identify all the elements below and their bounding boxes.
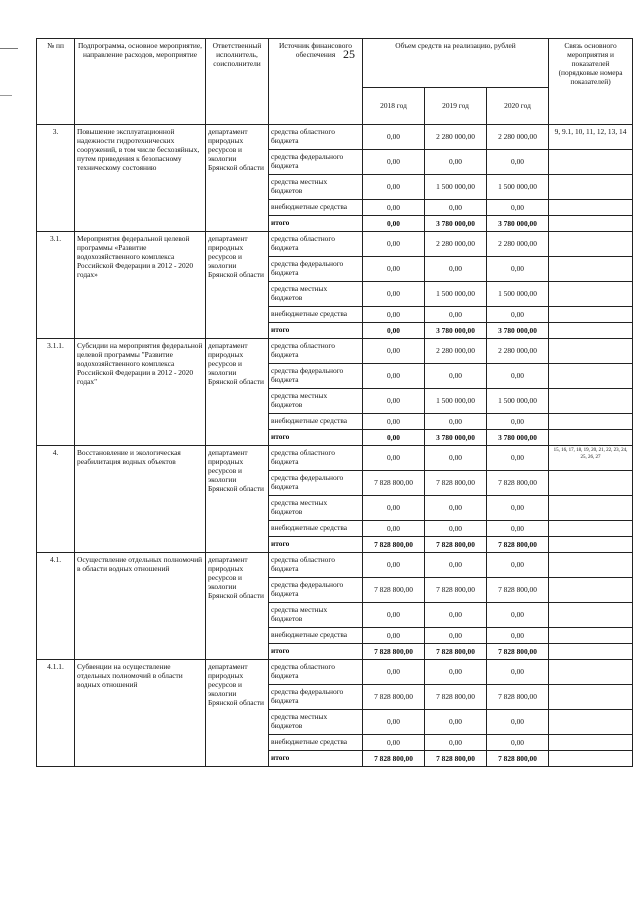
amount-2018: 0,00	[363, 735, 425, 751]
indicator-links	[549, 660, 633, 685]
table-row	[37, 339, 633, 364]
indicator-links	[549, 628, 633, 644]
funding-source: внебюджетные средства	[269, 521, 363, 537]
amount-2019: 0,00	[425, 496, 487, 521]
funding-source: средства федерального бюджета	[269, 257, 363, 282]
funding-source: средства местных бюджетов	[269, 496, 363, 521]
amount-2020: 2 280 000,00	[487, 125, 549, 150]
indicator-links	[549, 471, 633, 496]
row-number: 4.	[37, 446, 75, 553]
indicator-links	[549, 389, 633, 414]
funding-source: средства местных бюджетов	[269, 175, 363, 200]
amount-2018: 0,00	[363, 364, 425, 389]
amount-2020: 7 828 800,00	[487, 578, 549, 603]
amount-2018: 0,00	[363, 521, 425, 537]
header-source: Источник финансового обеспечения	[269, 39, 363, 125]
funding-source: итого	[269, 430, 363, 446]
amount-2020: 2 280 000,00	[487, 232, 549, 257]
scan-edge-mark	[0, 48, 18, 49]
amount-2019: 3 780 000,00	[425, 323, 487, 339]
amount-2020: 7 828 800,00	[487, 685, 549, 710]
funding-source: внебюджетные средства	[269, 735, 363, 751]
table-row	[37, 553, 633, 578]
funding-source: средства федерального бюджета	[269, 471, 363, 496]
indicator-links	[549, 603, 633, 628]
amount-2020: 1 500 000,00	[487, 175, 549, 200]
funding-source: средства областного бюджета	[269, 553, 363, 578]
indicator-links	[549, 414, 633, 430]
amount-2020: 0,00	[487, 257, 549, 282]
amount-2019: 7 828 800,00	[425, 471, 487, 496]
funding-source: средства местных бюджетов	[269, 389, 363, 414]
amount-2019: 0,00	[425, 364, 487, 389]
table-row	[37, 660, 633, 685]
amount-2019: 0,00	[425, 446, 487, 471]
amount-2018: 0,00	[363, 339, 425, 364]
amount-2018: 0,00	[363, 175, 425, 200]
indicator-links	[549, 257, 633, 282]
indicator-links	[549, 307, 633, 323]
header-year-2020: 2020 год	[487, 88, 549, 125]
header-num: № пп	[37, 39, 75, 125]
indicator-links	[549, 175, 633, 200]
amount-2020: 0,00	[487, 603, 549, 628]
funding-source: средства областного бюджета	[269, 125, 363, 150]
amount-2020: 7 828 800,00	[487, 537, 549, 553]
amount-2020: 0,00	[487, 414, 549, 430]
table-row	[37, 232, 633, 257]
funding-source: средства местных бюджетов	[269, 282, 363, 307]
indicator-links	[549, 430, 633, 446]
indicator-links	[549, 496, 633, 521]
amount-2019: 3 780 000,00	[425, 216, 487, 232]
amount-2018: 0,00	[363, 216, 425, 232]
row-number: 4.1.	[37, 553, 75, 660]
amount-2018: 7 828 800,00	[363, 578, 425, 603]
amount-2020: 0,00	[487, 150, 549, 175]
amount-2019: 1 500 000,00	[425, 389, 487, 414]
funding-source: внебюджетные средства	[269, 628, 363, 644]
program-title: Субсидии на мероприятия федеральной целевой программы "Развитие водохозяйственного комплекса Российской Федерации в 2012 - 2020 годах"	[75, 339, 206, 446]
row-number: 3.1.	[37, 232, 75, 339]
amount-2018: 0,00	[363, 496, 425, 521]
amount-2020: 0,00	[487, 446, 549, 471]
executor-cell: департамент природных ресурсов и экологии Брянской области	[206, 232, 269, 339]
amount-2018: 0,00	[363, 257, 425, 282]
scan-edge-mark	[0, 95, 12, 96]
header-executor: Ответственный исполнитель, соисполнители	[206, 39, 269, 125]
funding-source: средства областного бюджета	[269, 339, 363, 364]
funding-source: средства федерального бюджета	[269, 150, 363, 175]
funding-source: итого	[269, 537, 363, 553]
amount-2020: 7 828 800,00	[487, 471, 549, 496]
amount-2020: 0,00	[487, 735, 549, 751]
amount-2020: 3 780 000,00	[487, 323, 549, 339]
amount-2019: 0,00	[425, 150, 487, 175]
table-row	[37, 125, 633, 150]
amount-2019: 1 500 000,00	[425, 282, 487, 307]
executor-cell: департамент природных ресурсов и экологии Брянской области	[206, 660, 269, 767]
funding-source: средства областного бюджета	[269, 232, 363, 257]
amount-2019: 2 280 000,00	[425, 232, 487, 257]
header-year-2019: 2019 год	[425, 88, 487, 125]
indicator-links	[549, 232, 633, 257]
program-title: Восстановление и экологическая реабилитация водных объектов	[75, 446, 206, 553]
amount-2020: 0,00	[487, 307, 549, 323]
amount-2019: 7 828 800,00	[425, 578, 487, 603]
amount-2020: 7 828 800,00	[487, 644, 549, 660]
executor-cell: департамент природных ресурсов и экологии Брянской области	[206, 446, 269, 553]
indicator-links	[549, 521, 633, 537]
amount-2019: 0,00	[425, 307, 487, 323]
amount-2020: 7 828 800,00	[487, 751, 549, 767]
amount-2019: 0,00	[425, 521, 487, 537]
funding-source: средства федерального бюджета	[269, 364, 363, 389]
amount-2018: 0,00	[363, 232, 425, 257]
funding-source: итого	[269, 751, 363, 767]
amount-2019: 3 780 000,00	[425, 430, 487, 446]
funding-source: средства местных бюджетов	[269, 710, 363, 735]
amount-2018: 0,00	[363, 307, 425, 323]
funding-source: итого	[269, 216, 363, 232]
indicator-links	[549, 751, 633, 767]
amount-2019: 0,00	[425, 257, 487, 282]
indicator-links: 9, 9.1, 10, 11, 12, 13, 14	[549, 125, 633, 150]
indicator-links	[549, 323, 633, 339]
amount-2018: 0,00	[363, 282, 425, 307]
page-number: 25	[343, 47, 355, 61]
amount-2019: 1 500 000,00	[425, 175, 487, 200]
indicator-links: 15, 16, 17, 18, 19, 20, 21, 22, 23, 24, 25, 26, 27	[549, 446, 633, 471]
amount-2018: 7 828 800,00	[363, 685, 425, 710]
executor-cell: департамент природных ресурсов и экологии Брянской области	[206, 553, 269, 660]
table-row	[37, 446, 633, 471]
amount-2020: 0,00	[487, 496, 549, 521]
amount-2018: 0,00	[363, 660, 425, 685]
amount-2019: 7 828 800,00	[425, 537, 487, 553]
amount-2020: 0,00	[487, 710, 549, 735]
funding-source: внебюджетные средства	[269, 414, 363, 430]
amount-2020: 3 780 000,00	[487, 216, 549, 232]
amount-2020: 0,00	[487, 553, 549, 578]
amount-2019: 0,00	[425, 735, 487, 751]
amount-2019: 7 828 800,00	[425, 751, 487, 767]
header-link: Связь основного мероприятия и показателей (порядковые номера показателей)	[549, 39, 633, 125]
indicator-links	[549, 685, 633, 710]
amount-2020: 0,00	[487, 660, 549, 685]
header-program: Подпрограмма, основное мероприятие, направление расходов, мероприятие	[75, 39, 206, 125]
row-number: 4.1.1.	[37, 660, 75, 767]
header-volume: Объем средств на реализацию, рублей	[363, 39, 549, 88]
amount-2020: 2 280 000,00	[487, 339, 549, 364]
funding-source: итого	[269, 644, 363, 660]
executor-cell: департамент природных ресурсов и экологии Брянской области	[206, 339, 269, 446]
amount-2018: 0,00	[363, 125, 425, 150]
amount-2018: 0,00	[363, 446, 425, 471]
amount-2019: 2 280 000,00	[425, 125, 487, 150]
indicator-links	[549, 364, 633, 389]
funding-source: средства местных бюджетов	[269, 603, 363, 628]
indicator-links	[549, 644, 633, 660]
indicator-links	[549, 200, 633, 216]
amount-2019: 2 280 000,00	[425, 339, 487, 364]
amount-2018: 0,00	[363, 200, 425, 216]
amount-2018: 0,00	[363, 150, 425, 175]
funding-source: средства федерального бюджета	[269, 685, 363, 710]
amount-2018: 0,00	[363, 414, 425, 430]
amount-2020: 1 500 000,00	[487, 282, 549, 307]
program-title: Мероприятия федеральной целевой программы «Развитие водохозяйственного комплекса Российской Федерации в 2012 - 2020 годах»	[75, 232, 206, 339]
funding-source: итого	[269, 323, 363, 339]
indicator-links	[549, 216, 633, 232]
indicator-links	[549, 710, 633, 735]
amount-2018: 0,00	[363, 430, 425, 446]
amount-2020: 0,00	[487, 628, 549, 644]
amount-2020: 0,00	[487, 364, 549, 389]
row-number: 3.1.1.	[37, 339, 75, 446]
header-year-2018: 2018 год	[363, 88, 425, 125]
amount-2018: 0,00	[363, 710, 425, 735]
indicator-links	[549, 150, 633, 175]
executor-cell: департамент природных ресурсов и экологии Брянской области	[206, 125, 269, 232]
amount-2020: 0,00	[487, 200, 549, 216]
amount-2018: 7 828 800,00	[363, 644, 425, 660]
amount-2018: 0,00	[363, 389, 425, 414]
amount-2020: 1 500 000,00	[487, 389, 549, 414]
amount-2019: 0,00	[425, 710, 487, 735]
indicator-links	[549, 339, 633, 364]
amount-2018: 0,00	[363, 553, 425, 578]
indicator-links	[549, 735, 633, 751]
amount-2020: 0,00	[487, 521, 549, 537]
amount-2019: 7 828 800,00	[425, 685, 487, 710]
program-title: Повышение эксплуатационной надежности гидротехнических сооружений, в том числе бесхозяйных, путем приведения к безопасному техническому состоянию	[75, 125, 206, 232]
amount-2019: 0,00	[425, 603, 487, 628]
amount-2019: 0,00	[425, 660, 487, 685]
amount-2019: 0,00	[425, 628, 487, 644]
indicator-links	[549, 537, 633, 553]
indicator-links	[549, 282, 633, 307]
program-title: Осуществление отдельных полномочий в области водных отношений	[75, 553, 206, 660]
row-number: 3.	[37, 125, 75, 232]
amount-2018: 7 828 800,00	[363, 751, 425, 767]
indicator-links	[549, 578, 633, 603]
amount-2018: 0,00	[363, 323, 425, 339]
amount-2019: 0,00	[425, 553, 487, 578]
amount-2018: 0,00	[363, 603, 425, 628]
program-title: Субвенции на осуществление отдельных полномочий в области водных отношений	[75, 660, 206, 767]
funding-source: внебюджетные средства	[269, 307, 363, 323]
funding-source: средства областного бюджета	[269, 446, 363, 471]
financing-table	[36, 38, 633, 767]
amount-2019: 7 828 800,00	[425, 644, 487, 660]
amount-2018: 7 828 800,00	[363, 471, 425, 496]
amount-2018: 7 828 800,00	[363, 537, 425, 553]
amount-2019: 0,00	[425, 414, 487, 430]
amount-2018: 0,00	[363, 628, 425, 644]
indicator-links	[549, 553, 633, 578]
funding-source: средства федерального бюджета	[269, 578, 363, 603]
funding-source: средства областного бюджета	[269, 660, 363, 685]
amount-2019: 0,00	[425, 200, 487, 216]
funding-source: внебюджетные средства	[269, 200, 363, 216]
amount-2020: 3 780 000,00	[487, 430, 549, 446]
